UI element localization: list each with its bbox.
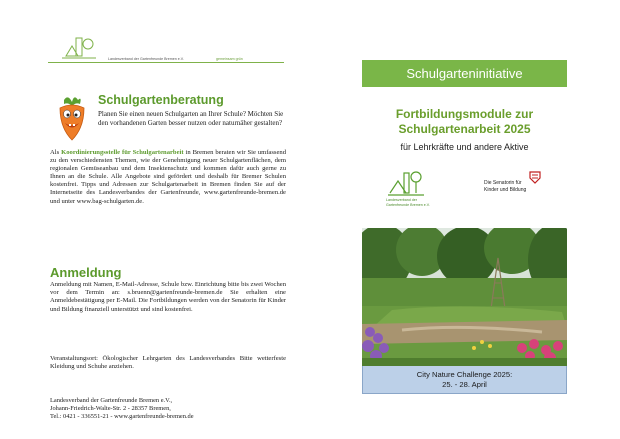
veranstaltungsort-text: Veranstaltungsort: Ökologischer Lehrgarten des Landesverbandes Bitte wetterfeste Kleidung und Schuhe anziehen. (50, 355, 286, 371)
logo-caption-line-1: Landesverband der (386, 198, 417, 202)
fortbildung-title-line-1: Fortbildungsmodule zur (395, 107, 534, 121)
beratung-body-rest: in Bremen beraten wir Sie umfassend zu den verschiedensten Themen, wie der Genehmigung neuer Schulgartenflächen, dem regionalen Gemüseanbau und dem Insektenschutz und kommen dafür auch gerne zu Ihnen an die Schule. Alle Angebote sind gefördert und deshalb für Bremer Schulen kostenfrei. Tipps und Adressen zur Schulgartenarbeit in Bremen finden Sie auf der Internetseite des Landesverbandes der Gartenfreunde, www.gartenfreunde-bremen.de und unter www.bag-schulgarten.de. (50, 149, 287, 205)
beratung-body-lead: Als (50, 149, 62, 156)
header-divider (48, 62, 284, 63)
anmeldung-body: Anmeldung mit Namen, E-Mail-Adresse, Schule bzw. Einrichtung bitte bis zwei Wochen vor dem Termin an: s.bruenn@gartenfreunde-bremen.de Sie erhalten eine Anmeldebestätigung per E-Mail. Die Fortbildungen werden von der Senatorin für Kinder und Bildung finanziell unterstützt und sind kostenfrei. (50, 281, 286, 313)
senator-text (484, 180, 526, 194)
event-dates: 25. - 28. April (442, 379, 487, 389)
carrot-mascot-icon (54, 94, 90, 142)
senator-emblem-icon (528, 170, 542, 184)
logo-caption-line-2: Gartenfreunde Bremen e.V. (386, 202, 430, 207)
fortbildung-title-line-2: Schulgartenarbeit 2025 (398, 122, 531, 136)
city-nature-challenge-box (362, 366, 567, 394)
event-title: City Nature Challenge 2025: (416, 370, 513, 379)
address-line-3: Tel.: 0421 - 336551-21 - www.gartenfreunde-bremen.de (50, 413, 194, 421)
left-panel (48, 30, 288, 430)
beratung-intro: Planen Sie einen neuen Schulgarten an Ihrer Schule? Möchten Sie den vorhandenen Garten besser nutzen oder naturnäher gestalten? (98, 110, 284, 127)
audience-subline: für Lehrkräfte und andere Aktive (400, 142, 529, 152)
address-line-1: Landesverband der Gartenfreunde Bremen e.V., (50, 397, 173, 404)
address-line-2: Johann-Friedrich-Walte-Str. 2 - 28357 Bremen, (50, 405, 171, 413)
logo-caption (386, 198, 446, 207)
gartenfreunde-logo-icon (388, 167, 424, 199)
header-tagline-text: gemeinsam grün (216, 57, 243, 61)
right-panel (362, 0, 582, 439)
gartenfreunde-logo-icon (58, 34, 98, 64)
senator-text-line-1: Die Senatorin für (484, 180, 522, 186)
koordinierungsstelle-highlight: Koordinierungsstelle für Schulgartenarbeit (61, 149, 184, 156)
address-block (50, 397, 286, 421)
header-org-text: Landesverband der Gartenfreunde Bremen e.V. (108, 57, 184, 61)
beratung-title: Schulgartenberatung (98, 93, 224, 107)
garden-photo (362, 228, 567, 368)
senator-text-line-2: Kinder und Bildung (484, 187, 527, 193)
anmeldung-title: Anmeldung (50, 265, 122, 280)
schulgarteninitiative-banner: Schulgarteninitiative (362, 60, 567, 87)
fortbildung-title (362, 107, 567, 137)
beratung-body (50, 149, 286, 206)
